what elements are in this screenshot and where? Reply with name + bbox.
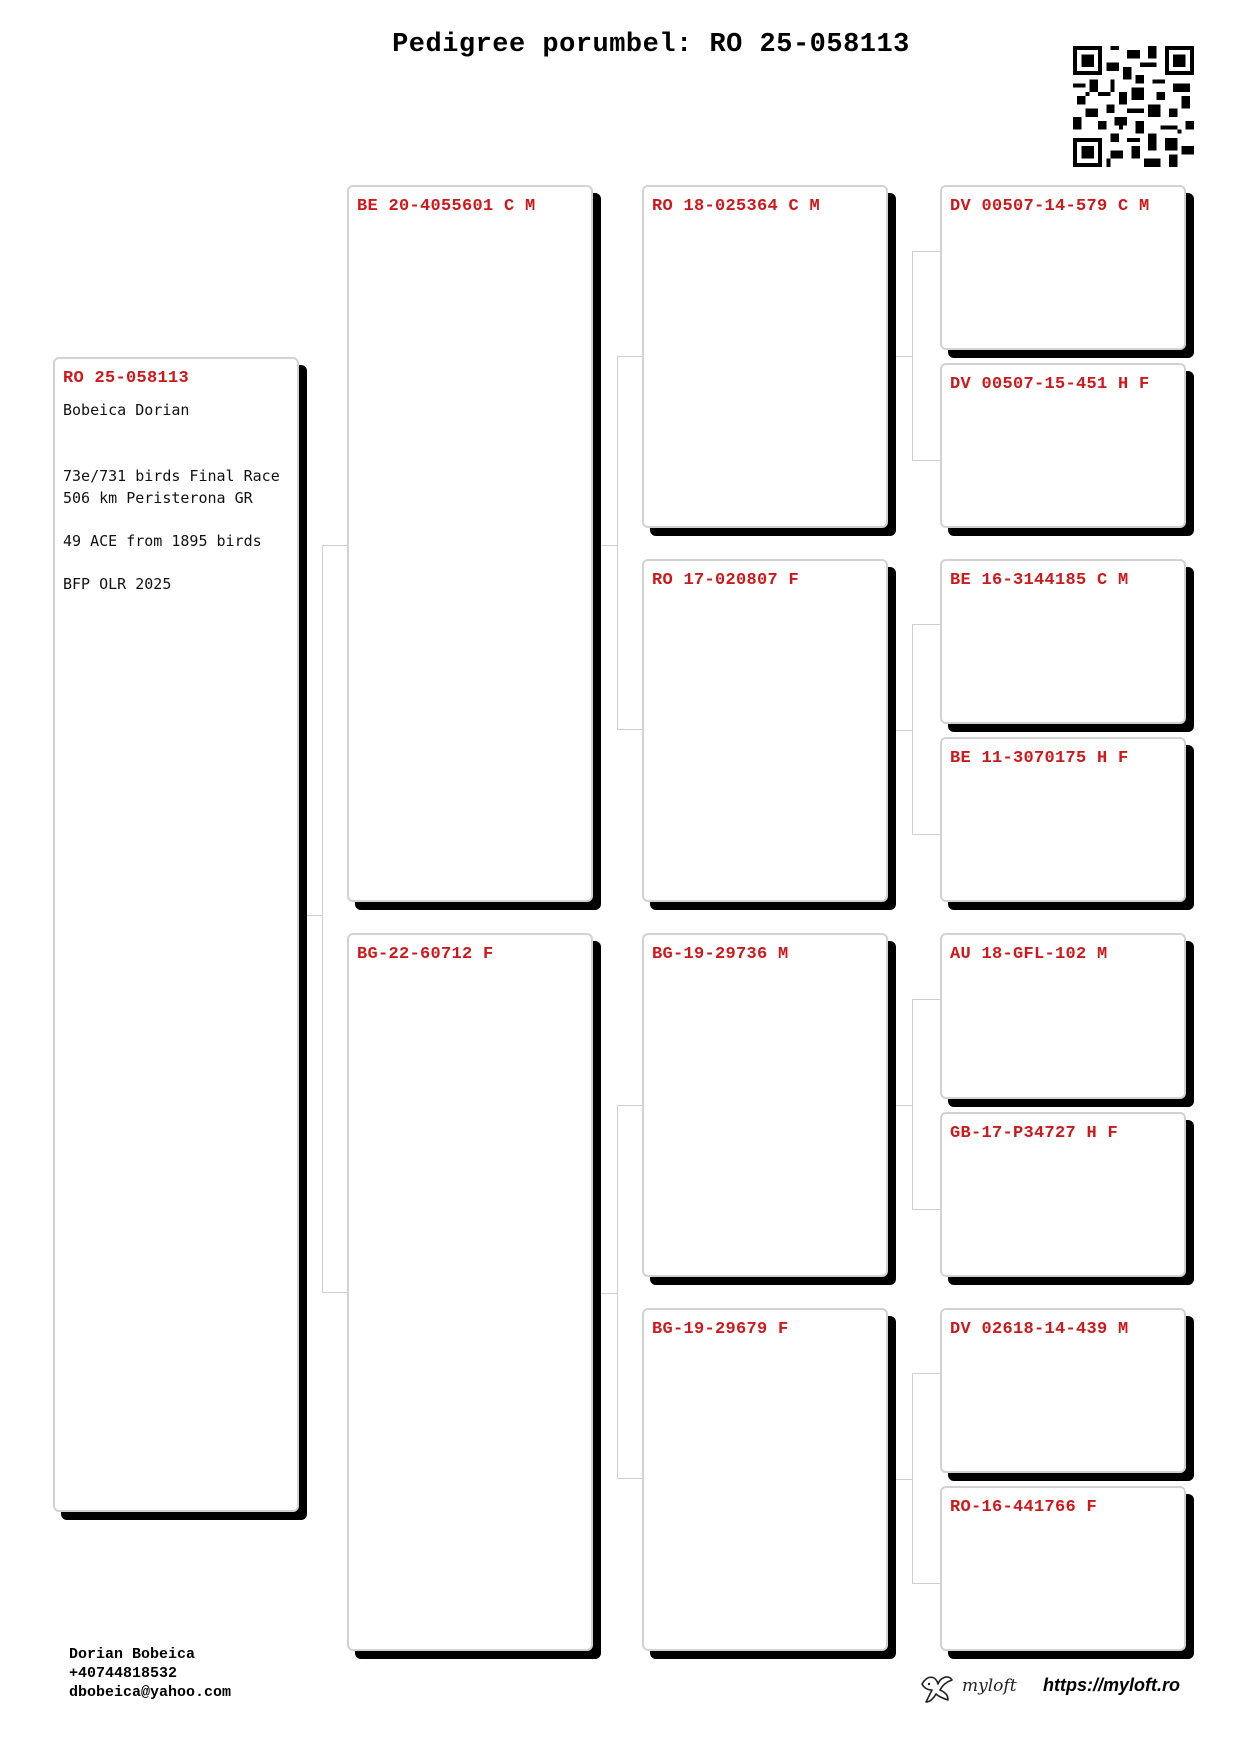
owner-name: Dorian Bobeica	[69, 1646, 196, 1663]
great-grandparent-card[interactable]	[940, 559, 1186, 724]
great-grandparent-card[interactable]	[940, 933, 1186, 1099]
great-grandparent-ring: BE 16-3144185 C M	[950, 571, 1129, 590]
great-grandparent-ring: BE 11-3070175 H F	[950, 749, 1129, 768]
page-title: Pedigree porumbel: RO 25-058113	[392, 30, 910, 60]
brand-name: myloft	[962, 1676, 1017, 1696]
connector	[912, 1373, 940, 1584]
dam-ring: BG-22-60712 F	[357, 945, 494, 964]
great-grandparent-card[interactable]	[940, 1112, 1186, 1277]
connector	[892, 1479, 912, 1480]
subject-note: 73e/731 birds Final Race	[63, 467, 280, 485]
grandparent-ring: RO 18-025364 C M	[652, 197, 821, 216]
connector	[892, 1105, 912, 1106]
great-grandparent-card[interactable]	[940, 737, 1186, 902]
subject-note: BFP OLR 2025	[63, 575, 172, 593]
great-grandparent-ring: DV 02618-14-439 M	[950, 1320, 1129, 1339]
connector	[300, 915, 322, 916]
grandparent-card[interactable]	[642, 559, 888, 902]
great-grandparent-ring: RO-16-441766 F	[950, 1498, 1098, 1517]
connector	[892, 356, 912, 357]
great-grandparent-ring: DV 00507-15-451 H F	[950, 375, 1150, 394]
connector	[912, 624, 940, 835]
connector	[617, 356, 644, 730]
qr-code-icon	[1073, 46, 1194, 167]
subject-info	[63, 399, 291, 595]
connector	[617, 1105, 644, 1479]
great-grandparent-ring: AU 18-GFL-102 M	[950, 945, 1108, 964]
grandparent-card[interactable]	[642, 933, 888, 1277]
connector	[322, 545, 348, 1293]
grandparent-ring: BG-19-29679 F	[652, 1320, 789, 1339]
great-grandparent-card[interactable]	[940, 1486, 1186, 1651]
brand-url-link[interactable]: https://myloft.ro	[1043, 1675, 1180, 1695]
great-grandparent-card[interactable]	[940, 185, 1186, 350]
dam-card[interactable]	[347, 933, 593, 1651]
sire-ring: BE 20-4055601 C M	[357, 197, 536, 216]
great-grandparent-card[interactable]	[940, 1308, 1186, 1473]
connector	[892, 730, 912, 731]
subject-note: 506 km Peristerona GR	[63, 489, 253, 507]
subject-owner: Bobeica Dorian	[63, 401, 190, 419]
connector	[597, 1293, 617, 1294]
connector	[597, 545, 617, 546]
sire-card[interactable]	[347, 185, 593, 902]
pigeon-logo-icon	[918, 1670, 964, 1706]
subject-ring: RO 25-058113	[63, 369, 190, 388]
subject-note: 49 ACE from 1895 birds	[63, 532, 262, 550]
connector	[912, 999, 940, 1210]
grandparent-card[interactable]	[642, 185, 888, 528]
owner-contact	[69, 1645, 231, 1702]
grandparent-ring: RO 17-020807 F	[652, 571, 800, 590]
owner-phone: +40744818532	[69, 1665, 178, 1682]
owner-email[interactable]: dbobeica@yahoo.com	[69, 1684, 232, 1701]
grandparent-ring: BG-19-29736 M	[652, 945, 789, 964]
great-grandparent-ring: DV 00507-14-579 C M	[950, 197, 1150, 216]
subject-card[interactable]	[53, 357, 299, 1512]
grandparent-card[interactable]	[642, 1308, 888, 1651]
great-grandparent-ring: GB-17-P34727 H F	[950, 1124, 1119, 1143]
brand-footer	[918, 1668, 1198, 1708]
great-grandparent-card[interactable]	[940, 363, 1186, 528]
connector	[912, 251, 940, 461]
